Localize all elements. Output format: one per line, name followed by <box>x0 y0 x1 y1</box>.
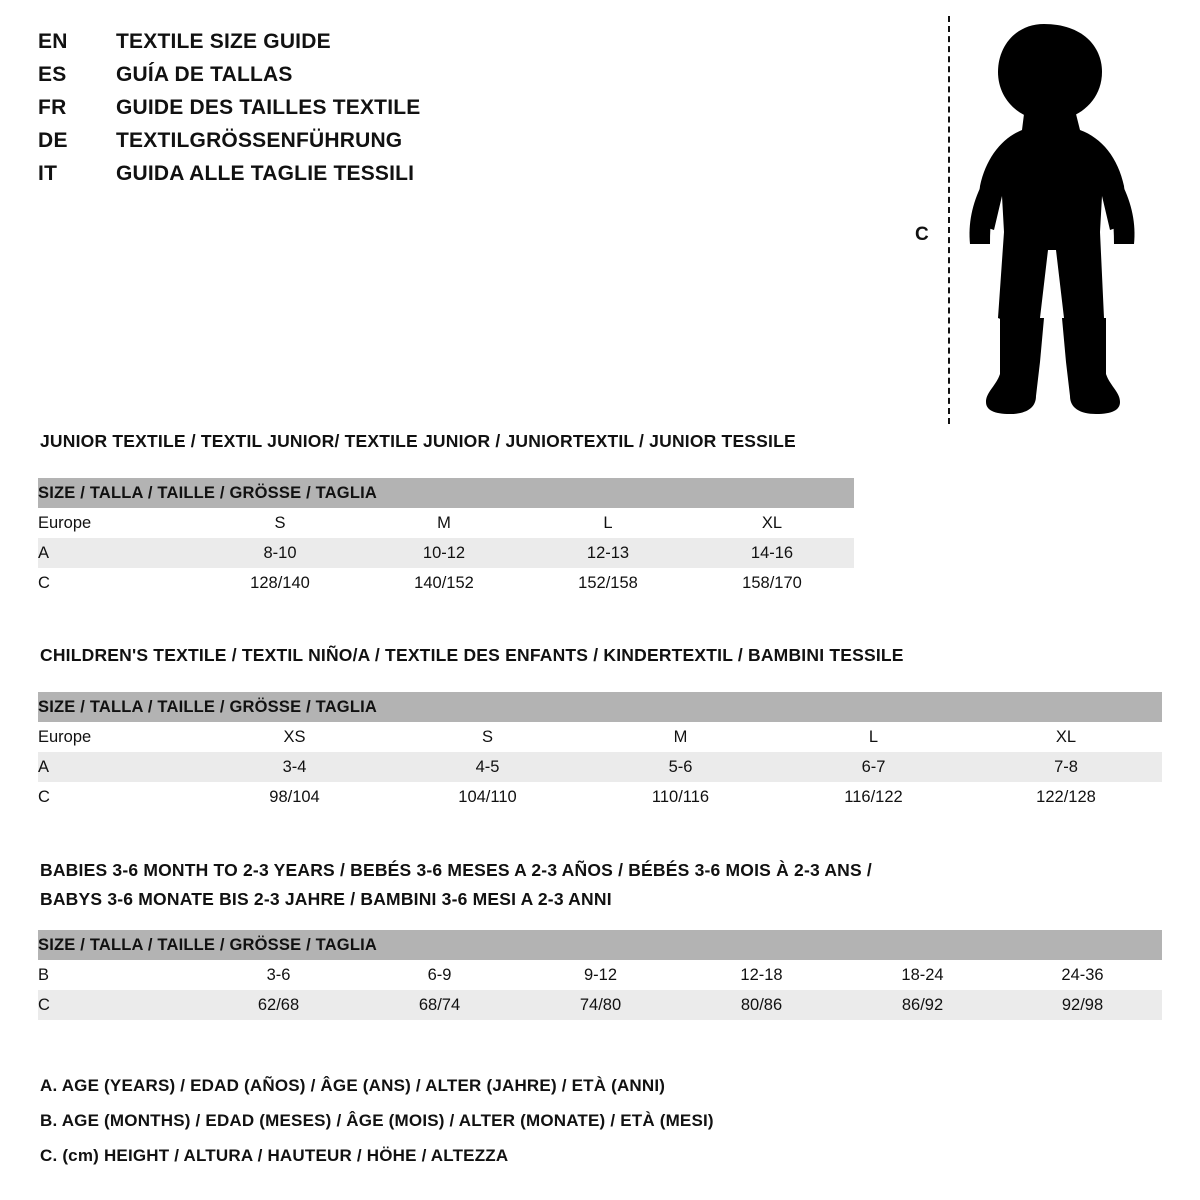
cell-value: 122/128 <box>970 782 1162 812</box>
row-label: C <box>38 782 198 812</box>
height-marker-label: C <box>915 224 929 245</box>
cell-value: 158/170 <box>690 568 854 598</box>
cell-value: 110/116 <box>584 782 777 812</box>
table-row <box>38 508 854 538</box>
table-row <box>38 538 854 568</box>
band-label: SIZE / TALLA / TAILLE / GRÖSSE / TAGLIA <box>38 478 854 508</box>
cell-value: S <box>391 722 584 752</box>
cell-value: 5-6 <box>584 752 777 782</box>
table-row <box>38 990 1162 1020</box>
footnote-height: C. (cm) HEIGHT / ALTURA / HAUTEUR / HÖHE / ALTEZZA <box>40 1146 509 1165</box>
cell-value: 152/158 <box>526 568 690 598</box>
language-title: TEXTILGRÖSSENFÜHRUNG <box>116 129 403 152</box>
cell-value: 8-10 <box>198 538 362 568</box>
cell-value: 62/68 <box>198 990 359 1020</box>
footnote-block <box>40 1068 1040 1173</box>
row-label: Europe <box>38 508 198 538</box>
table-row <box>38 782 1162 812</box>
cell-value: M <box>362 508 526 538</box>
row-label: Europe <box>38 722 198 752</box>
table-band-header <box>38 478 854 508</box>
height-figure <box>900 10 1170 430</box>
language-row <box>38 30 598 63</box>
row-label: C <box>38 568 198 598</box>
table-row <box>38 752 1162 782</box>
table-row <box>38 568 854 598</box>
language-row <box>38 129 598 162</box>
language-code: FR <box>38 96 67 119</box>
cell-value: 3-6 <box>198 960 359 990</box>
cell-value: XS <box>198 722 391 752</box>
section-heading-babies-line2: BABYS 3-6 MONATE BIS 2-3 JAHRE / BAMBINI 3-6 MESI A 2-3 ANNI <box>40 889 612 909</box>
language-code: DE <box>38 129 68 152</box>
cell-value: 92/98 <box>1003 990 1162 1020</box>
cell-value: S <box>198 508 362 538</box>
table-row <box>38 960 1162 990</box>
cell-value: 24-36 <box>1003 960 1162 990</box>
language-title: GUIDE DES TAILLES TEXTILE <box>116 96 421 119</box>
cell-value: 6-7 <box>777 752 970 782</box>
cell-value: 10-12 <box>362 538 526 568</box>
footnote-age-years: A. AGE (YEARS) / EDAD (AÑOS) / ÂGE (ANS) / ALTER (JAHRE) / ETÀ (ANNI) <box>40 1076 666 1095</box>
cell-value: L <box>777 722 970 752</box>
language-code: EN <box>38 30 68 53</box>
language-title: GUÍA DE TALLAS <box>116 63 293 86</box>
band-label: SIZE / TALLA / TAILLE / GRÖSSE / TAGLIA <box>38 692 1162 722</box>
cell-value: 9-12 <box>520 960 681 990</box>
row-label: A <box>38 752 198 782</box>
babies-size-table <box>38 930 1162 1020</box>
language-title: TEXTILE SIZE GUIDE <box>116 30 331 53</box>
cell-value: 98/104 <box>198 782 391 812</box>
section-heading-junior: JUNIOR TEXTILE / TEXTIL JUNIOR/ TEXTILE JUNIOR / JUNIORTEXTIL / JUNIOR TESSILE <box>40 431 796 451</box>
cell-value: 12-18 <box>681 960 842 990</box>
table-band-header <box>38 930 1162 960</box>
cell-value: 4-5 <box>391 752 584 782</box>
cell-value: 14-16 <box>690 538 854 568</box>
row-label: B <box>38 960 198 990</box>
child-silhouette-icon <box>952 18 1152 423</box>
row-label: C <box>38 990 198 1020</box>
language-row <box>38 96 598 129</box>
cell-value: 6-9 <box>359 960 520 990</box>
footnote-age-months: B. AGE (MONTHS) / EDAD (MESES) / ÂGE (MOIS) / ALTER (MONATE) / ETÀ (MESI) <box>40 1111 714 1130</box>
language-title: GUIDA ALLE TAGLIE TESSILI <box>116 162 415 185</box>
cell-value: 18-24 <box>842 960 1003 990</box>
section-heading-babies <box>40 856 1090 914</box>
language-row <box>38 162 598 195</box>
section-heading-babies-line1: BABIES 3-6 MONTH TO 2-3 YEARS / BEBÉS 3-6 MESES A 2-3 AÑOS / BÉBÉS 3-6 MOIS À 2-3 ANS / <box>40 860 872 880</box>
cell-value: 74/80 <box>520 990 681 1020</box>
cell-value: L <box>526 508 690 538</box>
band-label: SIZE / TALLA / TAILLE / GRÖSSE / TAGLIA <box>38 930 1162 960</box>
language-code: ES <box>38 63 67 86</box>
section-heading-children: CHILDREN'S TEXTILE / TEXTIL NIÑO/A / TEXTILE DES ENFANTS / KINDERTEXTIL / BAMBINI TESSILE <box>40 645 904 665</box>
language-code: IT <box>38 162 58 185</box>
cell-value: 7-8 <box>970 752 1162 782</box>
cell-value: 86/92 <box>842 990 1003 1020</box>
cell-value: 104/110 <box>391 782 584 812</box>
cell-value: 128/140 <box>198 568 362 598</box>
cell-value: 68/74 <box>359 990 520 1020</box>
language-title-block <box>38 30 598 195</box>
cell-value: XL <box>690 508 854 538</box>
junior-size-table <box>38 478 854 598</box>
cell-value: M <box>584 722 777 752</box>
table-row <box>38 722 1162 752</box>
table-band-header <box>38 692 1162 722</box>
cell-value: XL <box>970 722 1162 752</box>
row-label: A <box>38 538 198 568</box>
cell-value: 12-13 <box>526 538 690 568</box>
cell-value: 140/152 <box>362 568 526 598</box>
cell-value: 116/122 <box>777 782 970 812</box>
height-dashed-line <box>948 16 950 424</box>
language-row <box>38 63 598 96</box>
cell-value: 3-4 <box>198 752 391 782</box>
cell-value: 80/86 <box>681 990 842 1020</box>
children-size-table <box>38 692 1162 812</box>
